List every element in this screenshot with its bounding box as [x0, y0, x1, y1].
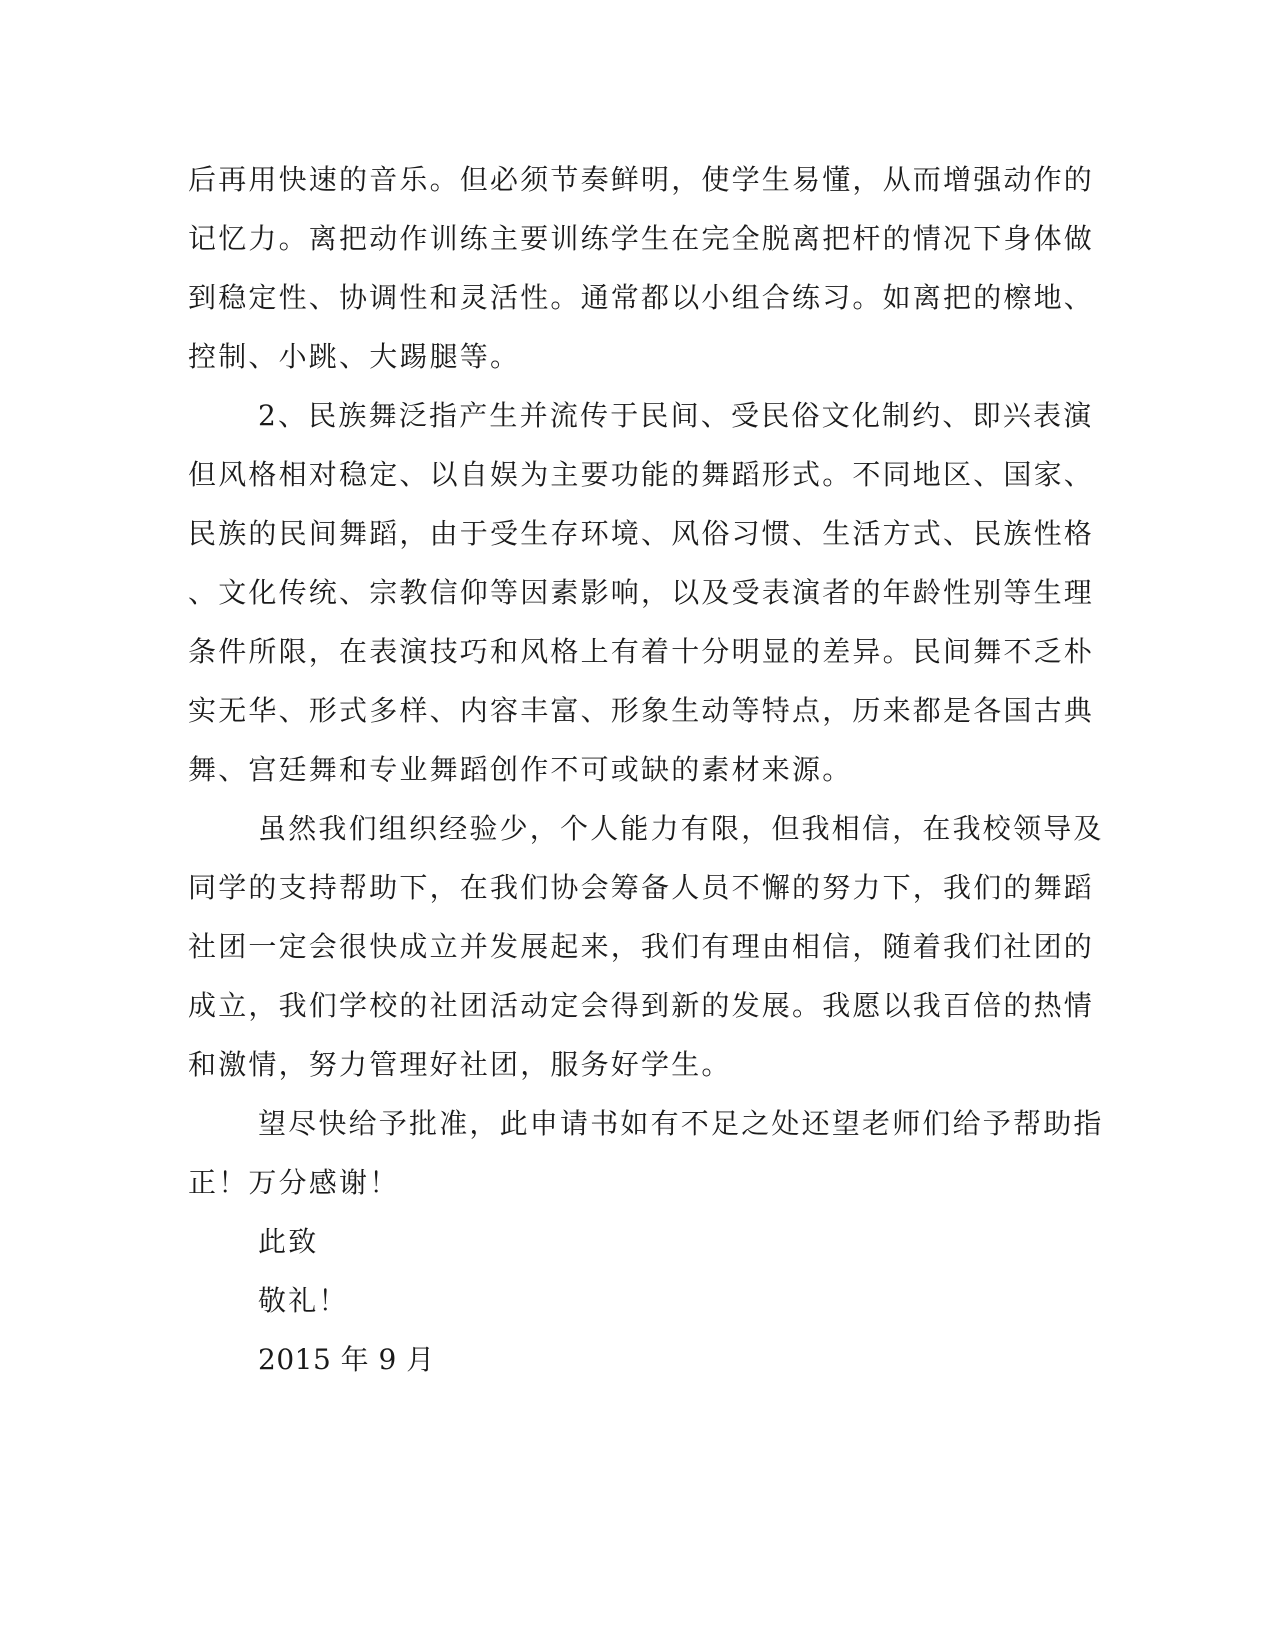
text-line: 和激情，努力管理好社团，服务好学生。	[188, 1048, 732, 1081]
document-date: 2015 年 9 月	[258, 1343, 435, 1376]
paragraph-start-line: 2、民族舞泛指产生并流传于民间、受民俗文化制约、即兴表演	[258, 399, 1094, 432]
text-line: 控制、小跳、大踢腿等。	[188, 340, 521, 373]
closing-salutation: 此致	[258, 1225, 319, 1258]
text-line: 民族的民间舞蹈，由于受生存环境、风俗习惯、生活方式、民族性格	[188, 517, 1095, 550]
text-line: 社团一定会很快成立并发展起来，我们有理由相信，随着我们社团的	[188, 930, 1095, 963]
text-line: 舞、宫廷舞和专业舞蹈创作不可或缺的素材来源。	[188, 753, 853, 786]
text-line: 记忆力。离把动作训练主要训练学生在完全脱离把杆的情况下身体做	[188, 222, 1095, 255]
text-line: 、文化传统、宗教信仰等因素影响，以及受表演者的年龄性别等生理	[188, 576, 1095, 609]
text-line: 成立，我们学校的社团活动定会得到新的发展。我愿以我百倍的热情	[188, 989, 1095, 1022]
text-line: 同学的支持帮助下，在我们协会筹备人员不懈的努力下，我们的舞蹈	[188, 871, 1095, 904]
paragraph-start-line: 望尽快给予批准，此申请书如有不足之处还望老师们给予帮助指	[258, 1107, 1104, 1140]
text-line: 实无华、形式多样、内容丰富、形象生动等特点，历来都是各国古典	[188, 694, 1095, 727]
closing-regards: 敬礼！	[258, 1284, 349, 1317]
text-line: 但风格相对稳定、以自娱为主要功能的舞蹈形式。不同地区、国家、	[188, 458, 1095, 491]
paragraph-start-line: 虽然我们组织经验少，个人能力有限，但我相信，在我校领导及	[258, 812, 1104, 845]
text-line: 条件所限，在表演技巧和风格上有着十分明显的差异。民间舞不乏朴	[188, 635, 1095, 668]
text-line: 后再用快速的音乐。但必须节奏鲜明，使学生易懂，从而增强动作的	[188, 163, 1095, 196]
text-line: 正！万分感谢！	[188, 1166, 400, 1199]
text-line: 到稳定性、协调性和灵活性。通常都以小组合练习。如离把的檫地、	[188, 281, 1095, 314]
